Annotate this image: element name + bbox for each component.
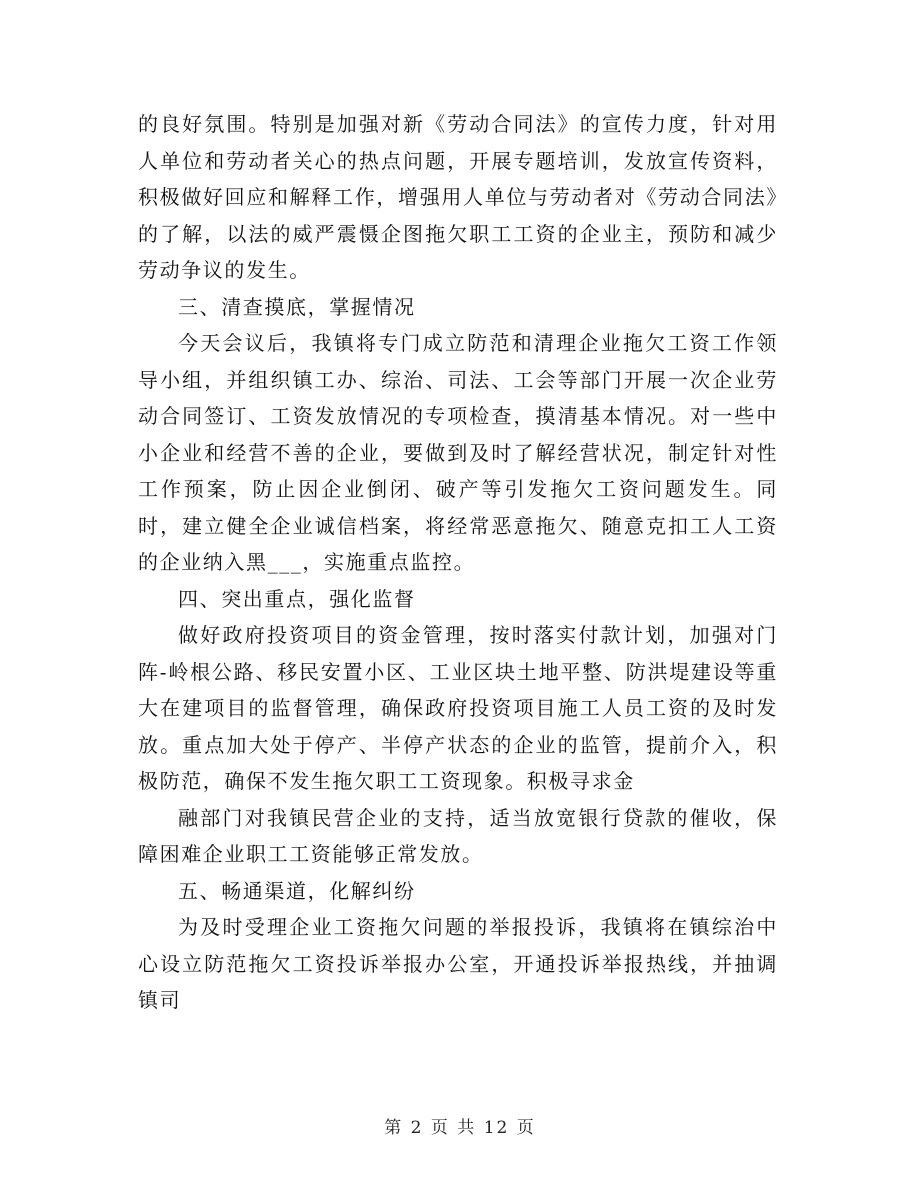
paragraph-section-4-continued: 融部门对我镇民营企业的支持，适当放宽银行贷款的催收，保障困难企业职工工资能够正常发放。 <box>138 805 778 866</box>
paragraph-intro: 的良好氛围。特别是加强对新《劳动合同法》的宣传力度，针对用人单位和劳动者关心的热点问题，开展专题培训，发放宣传资料，积极做好回应和解释工作，增强用人单位与劳动者对《劳动合同法》的了解，以法的威严震慑企图拖欠职工工资的企业主，预防和减少劳动争议的发生。 <box>138 112 778 282</box>
heading-section-4: 四、突出重点，强化监督 <box>178 586 416 611</box>
paragraph-section-4: 做好政府投资项目的资金管理，按时落实付款计划，加强对门阵-岭根公路、移民安置小区、工业区块土地平整、防洪堤建设等重大在建项目的监督管理，确保政府投资项目施工人员工资的及时发放。重点加大处于停产、半停产状态的企业的监管，提前介入，积极防范，确保不发生拖欠职工工资现象。积极寻求金 <box>138 623 778 793</box>
paragraph-section-3: 今天会议后，我镇将专门成立防范和清理企业拖欠工资工作领导小组，并组织镇工办、综治、司法、工会等部门开展一次企业劳动合同签订、工资发放情况的专项检查，摸清基本情况。对一些中小企业和经营不善的企业，要做到及时了解经营状况，制定针对性工作预案，防止因企业倒闭、破产等引发拖欠工资问题发生。同时，建立健全企业诚信档案，将经常恶意拖欠、随意克扣工人工资的企业纳入黑___，实施重点监控。 <box>138 331 778 574</box>
heading-section-3: 三、清查摸底，掌握情况 <box>178 294 416 319</box>
document-body <box>138 106 778 1019</box>
heading-section-5: 五、畅通渠道，化解纠纷 <box>178 878 416 903</box>
paragraph-section-5: 为及时受理企业工资拖欠问题的举报投诉，我镇将在镇综治中心设立防范拖欠工资投诉举报办公室，开通投诉举报热线，并抽调镇司 <box>138 915 778 1012</box>
page-number-footer: 第 2 页 共 12 页 <box>384 1118 536 1138</box>
